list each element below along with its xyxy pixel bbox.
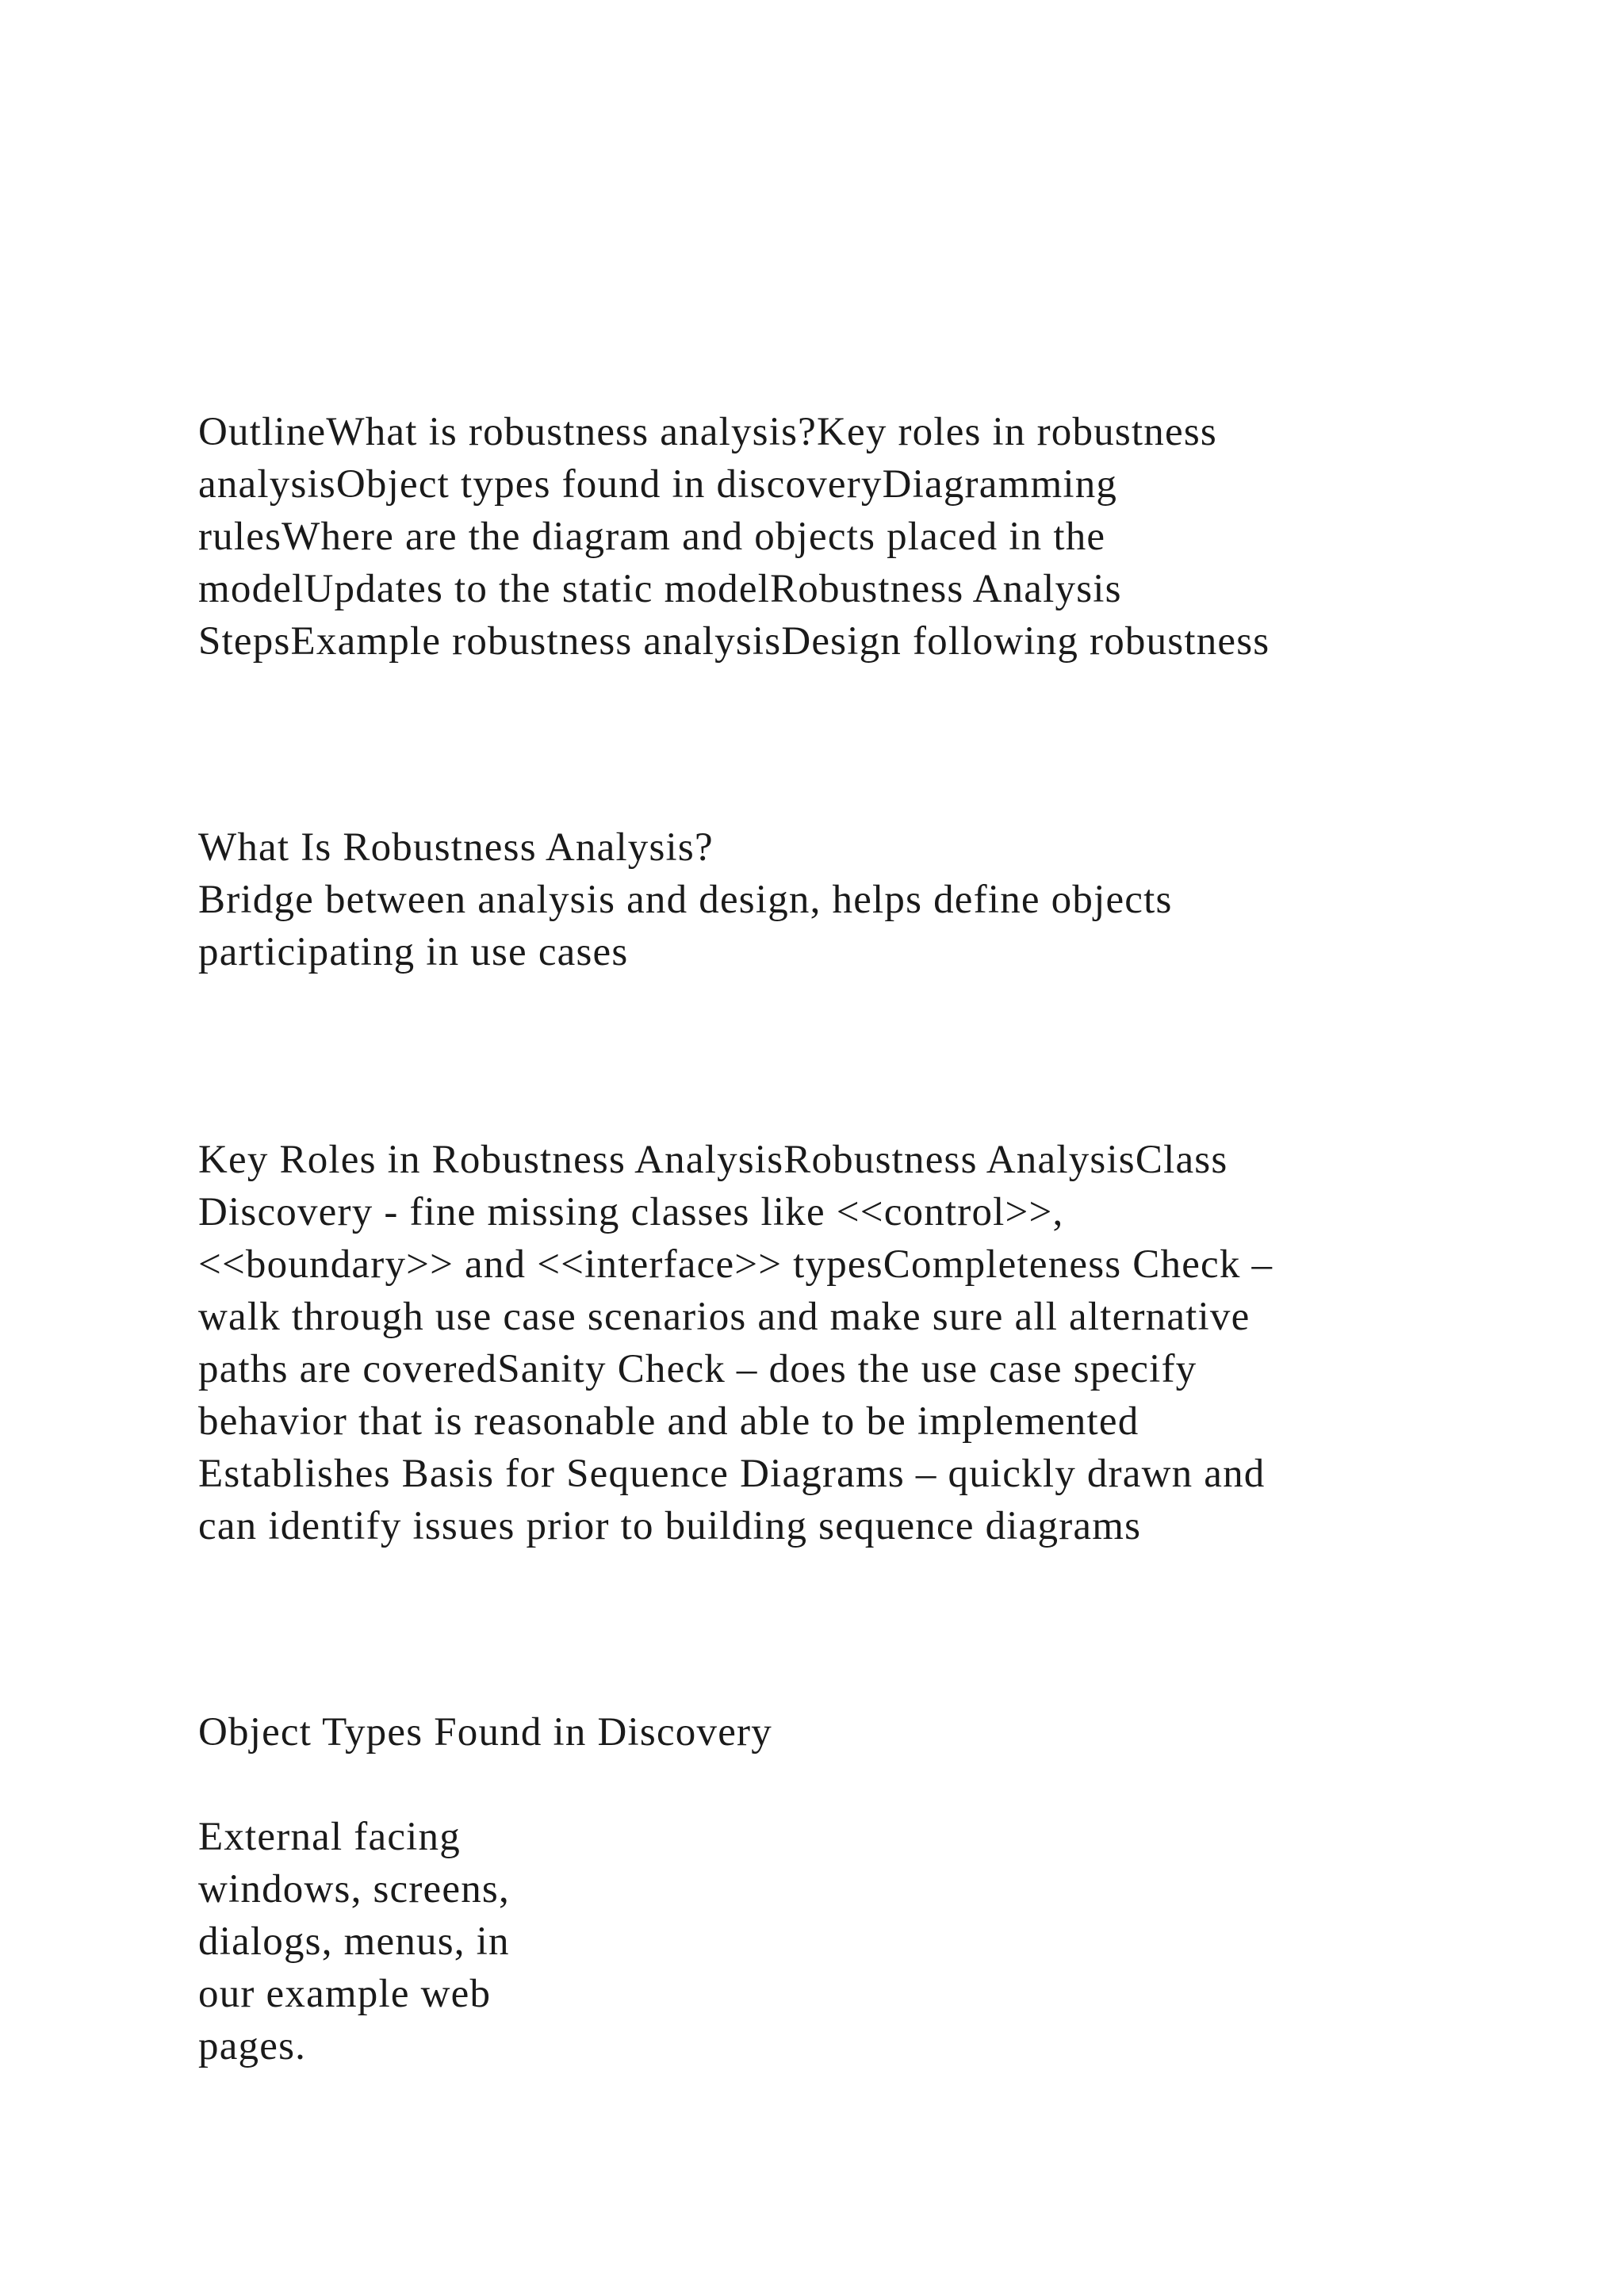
boundary-description-line: windows, screens, [198, 1867, 510, 1911]
key-roles-line: walk through use case scenarios and make sure all alternative [198, 1295, 1251, 1339]
key-roles-line: <<boundary>> and <<interface>> typesCompleteness Check – [198, 1242, 1274, 1287]
key-roles-line: Discovery - fine missing classes like <<control>>, [198, 1190, 1064, 1234]
boundary-description-line: pages. [198, 2024, 307, 2068]
key-roles-line: Establishes Basis for Sequence Diagrams – quickly drawn and [198, 1452, 1266, 1496]
boundary-description-line: External facing [198, 1815, 461, 1859]
outline-line: rulesWhere are the diagram and objects placed in the [198, 515, 1106, 559]
key-roles-line: can identify issues prior to building sequence diagrams [198, 1504, 1142, 1548]
section-body-line: Bridge between analysis and design, helps define objects [198, 878, 1173, 922]
outline-line: OutlineWhat is robustness analysis?Key roles in robustness [198, 410, 1217, 454]
section-heading: Object Types Found in Discovery [198, 1710, 772, 1755]
boundary-description-line: dialogs, menus, in [198, 1919, 510, 1964]
outline-line: modelUpdates to the static modelRobustness Analysis [198, 567, 1122, 611]
key-roles-line: behavior that is reasonable and able to be implemented [198, 1399, 1139, 1444]
key-roles-line: paths are coveredSanity Check – does the use case specify [198, 1347, 1197, 1391]
outline-line: analysisObject types found in discoveryDiagramming [198, 462, 1118, 507]
section-body-line: participating in use cases [198, 930, 629, 974]
section-heading: What Is Robustness Analysis? [198, 825, 714, 870]
key-roles-line: Key Roles in Robustness AnalysisRobustness AnalysisClass [198, 1138, 1228, 1182]
outline-line: StepsExample robustness analysisDesign following robustness [198, 619, 1270, 664]
boundary-description-line: our example web [198, 1972, 492, 2016]
